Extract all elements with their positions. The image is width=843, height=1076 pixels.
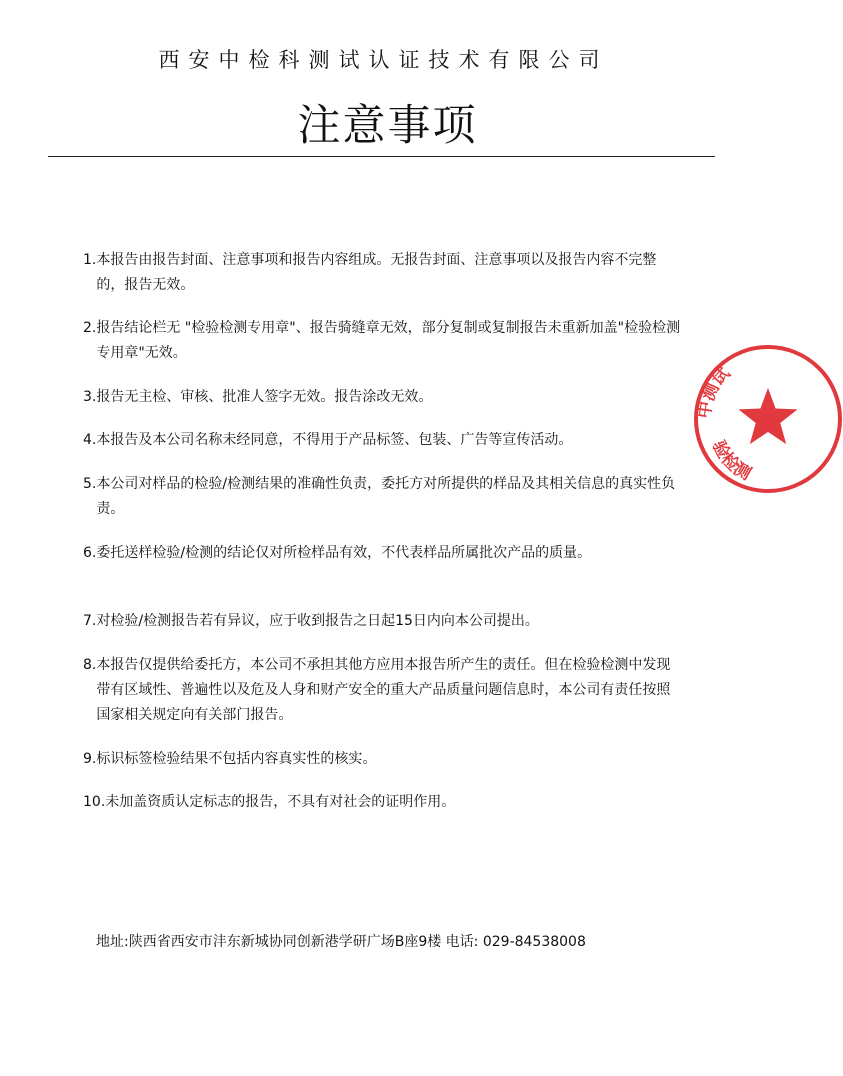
notice-item-number: 8. [83, 657, 97, 673]
notice-item-8 [83, 653, 683, 728]
notice-item-1 [83, 248, 683, 298]
notice-item-number: 2. [83, 320, 97, 336]
notice-item-number: 3. [83, 389, 97, 405]
notice-item-7 [83, 609, 683, 634]
notice-item-text: 本报告由报告封面、注意事项和报告内容组成。无报告封面、注意事项以及报告内容不完整的，报告无效。 [96, 252, 657, 293]
notice-item-5 [83, 472, 683, 522]
notice-item-text: 本报告仅提供给委托方，本公司不承担其他方应用本报告所产生的责任。但在检验检测中发现带有区域性、普遍性以及危及人身和财产安全的重大产品质量问题信息时，本公司有责任按照国家相关规定向有关部门报告。 [96, 657, 671, 723]
notice-item-9 [83, 747, 683, 772]
stamp-top-text: 中测试 [694, 363, 735, 420]
notice-item-4 [83, 428, 693, 453]
stamp-bottom-text: 验检测 [707, 437, 755, 485]
notice-item-text: 未加盖资质认定标志的报告，不具有对社会的证明作用。 [105, 794, 456, 810]
notice-item-number: 7. [83, 613, 97, 629]
notice-item-text: 本报告及本公司名称未经同意，不得用于产品标签、包装、广告等宣传活动。 [96, 432, 573, 448]
notice-item-text: 委托送样检验/检测的结论仅对所检样品有效，不代表样品所属批次产品的质量。 [96, 545, 592, 561]
notice-item-text: 报告结论栏无 "检验检测专用章"、报告骑缝章无效，部分复制或复制报告未重新加盖"检验检测专用章"无效。 [96, 320, 681, 361]
notice-item-3 [83, 385, 683, 410]
notice-item-text: 标识标签检验结果不包括内容真实性的核实。 [96, 751, 377, 767]
notice-item-number: 5. [83, 476, 97, 492]
notice-item-number: 4. [83, 432, 97, 448]
notice-item-text: 对检验/检测报告若有异议，应于收到报告之日起15日内向本公司提出。 [96, 613, 539, 629]
red-seal-stamp [693, 344, 843, 494]
footer-address: 地址:陕西省西安市沣东新城协同创新港学研广场B座9楼 电话: 029-84538008 [96, 934, 586, 950]
notice-item-6 [83, 541, 683, 566]
notice-item-text: 本公司对样品的检验/检测结果的准确性负责，委托方对所提供的样品及其相关信息的真实性负责。 [96, 476, 676, 517]
notice-item-number: 1. [83, 252, 97, 268]
notice-item-number: 6. [83, 545, 97, 561]
page-title: 注意事项 [297, 101, 478, 151]
notice-item-number: 10. [83, 794, 106, 810]
notice-item-text: 报告无主检、审核、批准人签字无效。报告涂改无效。 [96, 389, 433, 405]
company-name: 西安中检科测试认证技术有限公司 [158, 48, 609, 72]
title-divider [48, 156, 715, 157]
notice-item-number: 9. [83, 751, 97, 767]
stamp-star-icon [739, 388, 798, 444]
notice-item-2 [83, 316, 683, 366]
notice-item-10 [83, 790, 683, 815]
